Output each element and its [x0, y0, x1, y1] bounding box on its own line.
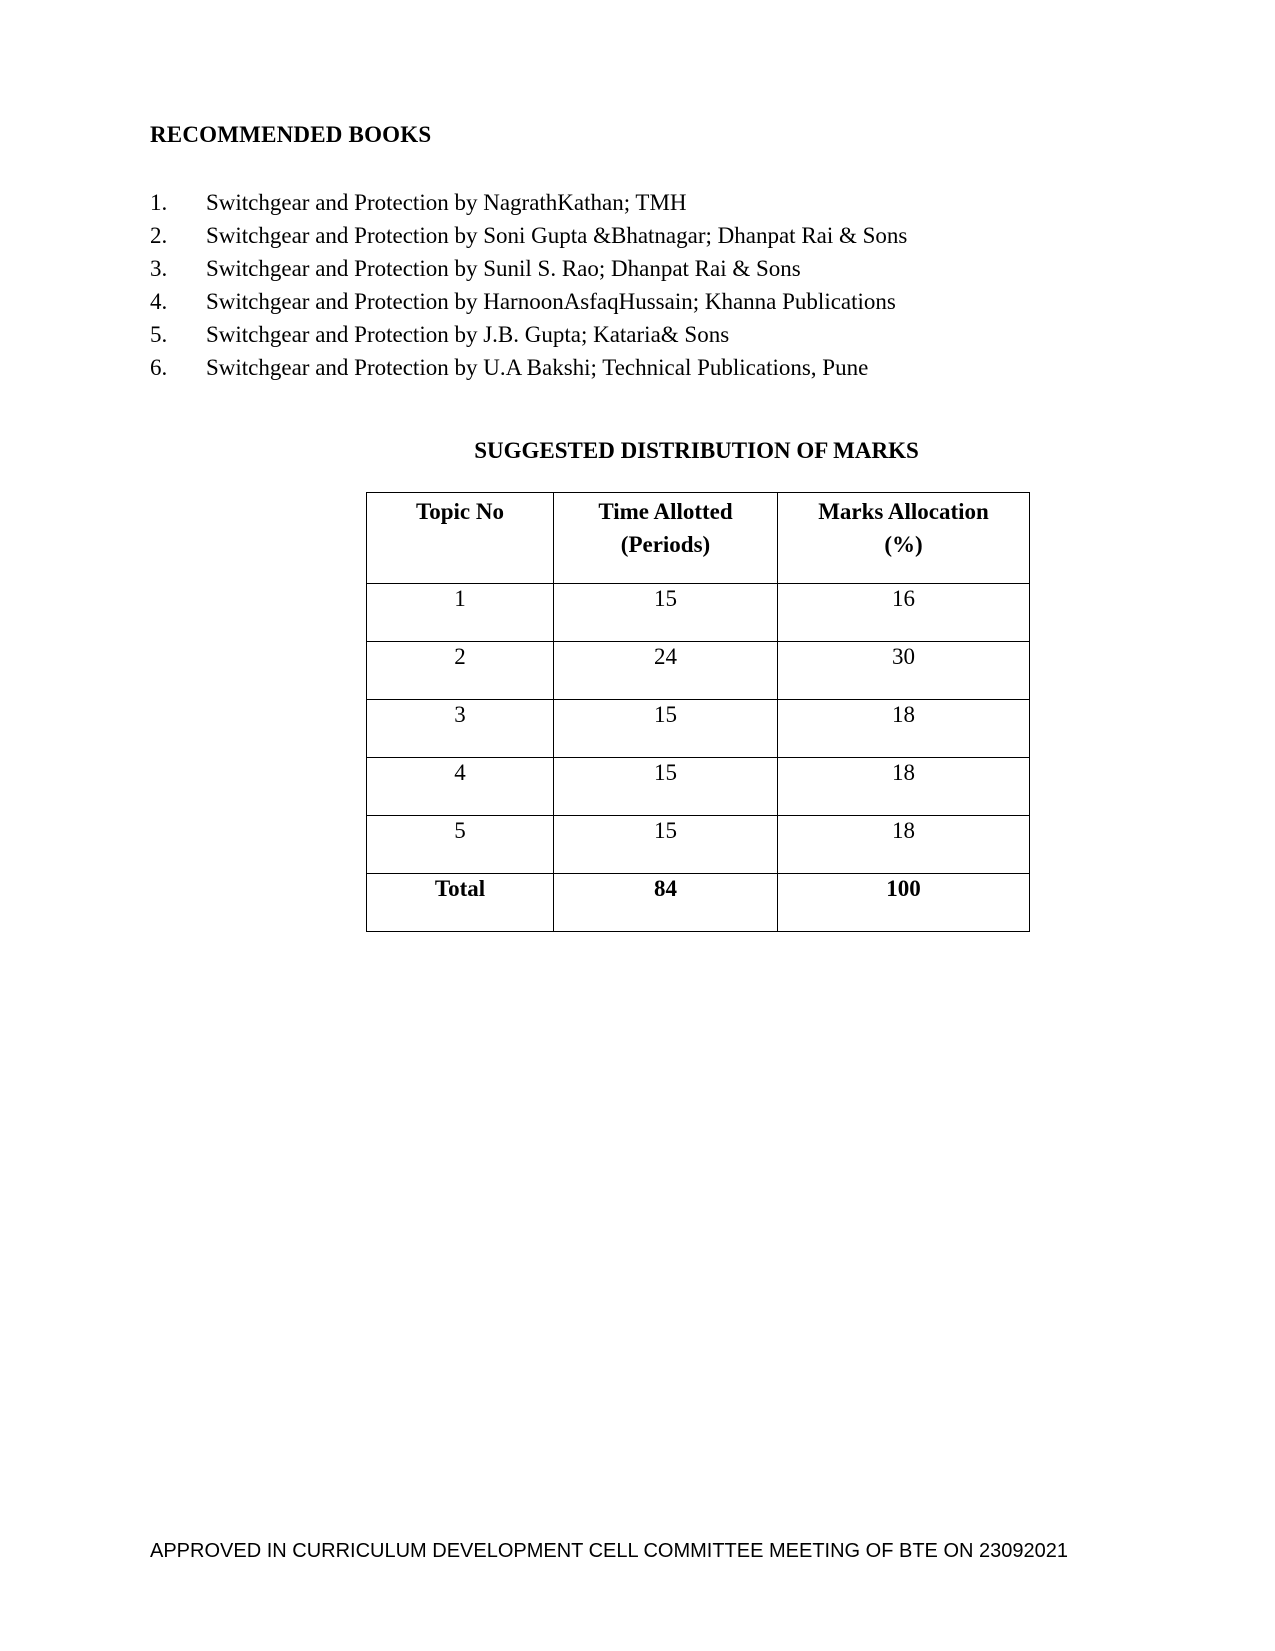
time-cell: 15	[554, 816, 778, 874]
table-header-row	[367, 493, 1030, 584]
list-item	[150, 219, 907, 252]
header-line: Topic No	[416, 499, 504, 524]
time-cell: 15	[554, 758, 778, 816]
time-cell: 15	[554, 700, 778, 758]
table-row	[367, 816, 1030, 874]
header-line: Time Allotted	[598, 499, 733, 524]
topic-cell: 1	[367, 584, 554, 642]
list-item	[150, 186, 907, 219]
table-row	[367, 584, 1030, 642]
recommended-books-list	[150, 186, 907, 384]
list-number: 5.	[150, 322, 168, 347]
topic-cell: 4	[367, 758, 554, 816]
book-title: Switchgear and Protection by Soni Gupta &Bhatnagar; Dhanpat Rai & Sons	[206, 223, 908, 248]
topic-cell: 3	[367, 700, 554, 758]
book-title: Switchgear and Protection by NagrathKathan; TMH	[206, 190, 687, 215]
marks-distribution-table	[366, 492, 1030, 932]
list-item	[150, 351, 907, 384]
list-number: 3.	[150, 256, 168, 281]
book-title: Switchgear and Protection by J.B. Gupta; Kataria& Sons	[206, 322, 730, 347]
header-line: Marks Allocation	[818, 499, 989, 524]
approval-footer: APPROVED IN CURRICULUM DEVELOPMENT CELL COMMITTEE MEETING OF BTE ON 23092021	[150, 1540, 1068, 1562]
header-line: (Periods)	[620, 532, 711, 557]
list-number: 6.	[150, 355, 168, 380]
book-title: Switchgear and Protection by U.A Bakshi; Technical Publications, Pune	[206, 355, 869, 380]
topic-cell: 2	[367, 642, 554, 700]
total-marks-cell: 100	[778, 874, 1030, 932]
marks-cell: 30	[778, 642, 1030, 700]
list-number: 4.	[150, 289, 168, 314]
list-number: 2.	[150, 223, 168, 248]
list-number: 1.	[150, 190, 168, 215]
header-marks-allocation	[778, 493, 1030, 584]
list-item	[150, 318, 907, 351]
total-row	[367, 874, 1030, 932]
total-label-cell: Total	[367, 874, 554, 932]
distribution-title: SUGGESTED DISTRIBUTION OF MARKS	[474, 438, 919, 463]
marks-cell: 18	[778, 816, 1030, 874]
table-row	[367, 758, 1030, 816]
header-line: (%)	[884, 532, 923, 557]
list-item	[150, 252, 907, 285]
time-cell: 24	[554, 642, 778, 700]
header-topic-no	[367, 493, 554, 584]
marks-cell: 18	[778, 700, 1030, 758]
section-heading: RECOMMENDED BOOKS	[150, 122, 432, 147]
table-row	[367, 700, 1030, 758]
list-item	[150, 285, 907, 318]
table-row	[367, 642, 1030, 700]
book-title: Switchgear and Protection by Sunil S. Rao; Dhanpat Rai & Sons	[206, 256, 801, 281]
header-time-allotted	[554, 493, 778, 584]
marks-cell: 18	[778, 758, 1030, 816]
book-title: Switchgear and Protection by HarnoonAsfaqHussain; Khanna Publications	[206, 289, 896, 314]
topic-cell: 5	[367, 816, 554, 874]
time-cell: 15	[554, 584, 778, 642]
marks-cell: 16	[778, 584, 1030, 642]
total-time-cell: 84	[554, 874, 778, 932]
